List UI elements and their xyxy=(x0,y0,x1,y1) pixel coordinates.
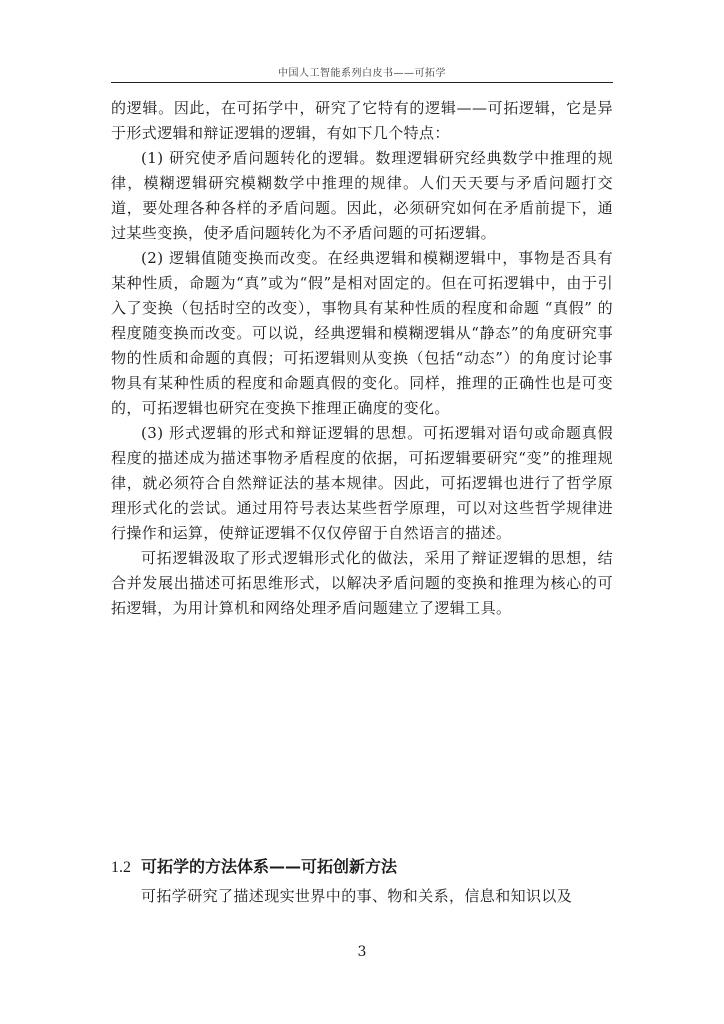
paragraph-feature-3: (3) 形式逻辑的形式和辩证逻辑的思想。可拓逻辑对语句或命题真假程度的描述成为描述事物矛盾程度的依据，可拓逻辑要研究“变”的推理规律，就必须符合自然辩证法的基本规律。因此，可拓逻辑也进行了哲学原理形式化的尝试。通过用符号表达某些哲学原理，可以对这些哲学规律进行操作和运算，使辩证逻辑不仅仅停留于自然语言的描述。 xyxy=(111,424,613,542)
section-intro-paragraph: 可拓学研究了描述现实世界中的事、物和关系，信息和知识以及 xyxy=(141,887,573,905)
paragraph-feature-1: (1) 研究使矛盾问题转化的逻辑。数理逻辑研究经典数学中推理的规律，模糊逻辑研究模糊数学中推理的规律。人们天天要与矛盾问题打交道，要处理各种各样的矛盾问题。因此，必须研究如何在矛盾前提下，通过某些变换，使矛盾问题转化为不矛盾问题的可拓逻辑。 xyxy=(111,149,613,242)
paragraph-summary: 可拓逻辑汲取了形式逻辑形式化的做法，采用了辩证逻辑的思想，结合并发展出描述可拓思维形式，以解决矛盾问题的变换和推理为核心的可拓逻辑，为用计算机和网络处理矛盾问题建立了逻辑工具。 xyxy=(111,549,613,617)
section-body xyxy=(111,884,613,909)
section-number: 1.2 xyxy=(111,859,131,876)
section-title: 可拓学的方法体系——可拓创新方法 xyxy=(141,857,398,876)
body-text xyxy=(111,96,613,621)
header-rule xyxy=(111,82,613,83)
page-number: 3 xyxy=(357,944,367,960)
paragraph-feature-2: (2) 逻辑值随变换而改变。在经典逻辑和模糊逻辑中，事物是否具有某种性质，命题为“真”或为“假”是相对固定的。但在可拓逻辑中，由于引入了变换（包括时空的改变），事物具有某种性质的程度和命题 “真假” 的程度随变换而改变。可以说，经典逻辑和模糊逻辑从“静态”的角度研究事物的性质和命题的真假；可拓逻辑则从变换（包括“动态”）的角度讨论事物具有某种性质的程度和命题真假的变化。同样，推理的正确性也是可变的，可拓逻辑也研究在变换下推理正确度的变化。 xyxy=(111,249,613,417)
running-header: 中国人工智能系列白皮书——可拓学 xyxy=(278,68,446,79)
paragraph-continuation: 的逻辑。因此，在可拓学中，研究了它特有的逻辑——可拓逻辑，它是异于形式逻辑和辩证逻辑的逻辑，有如下几个特点： xyxy=(111,99,613,142)
section-heading xyxy=(111,856,613,879)
